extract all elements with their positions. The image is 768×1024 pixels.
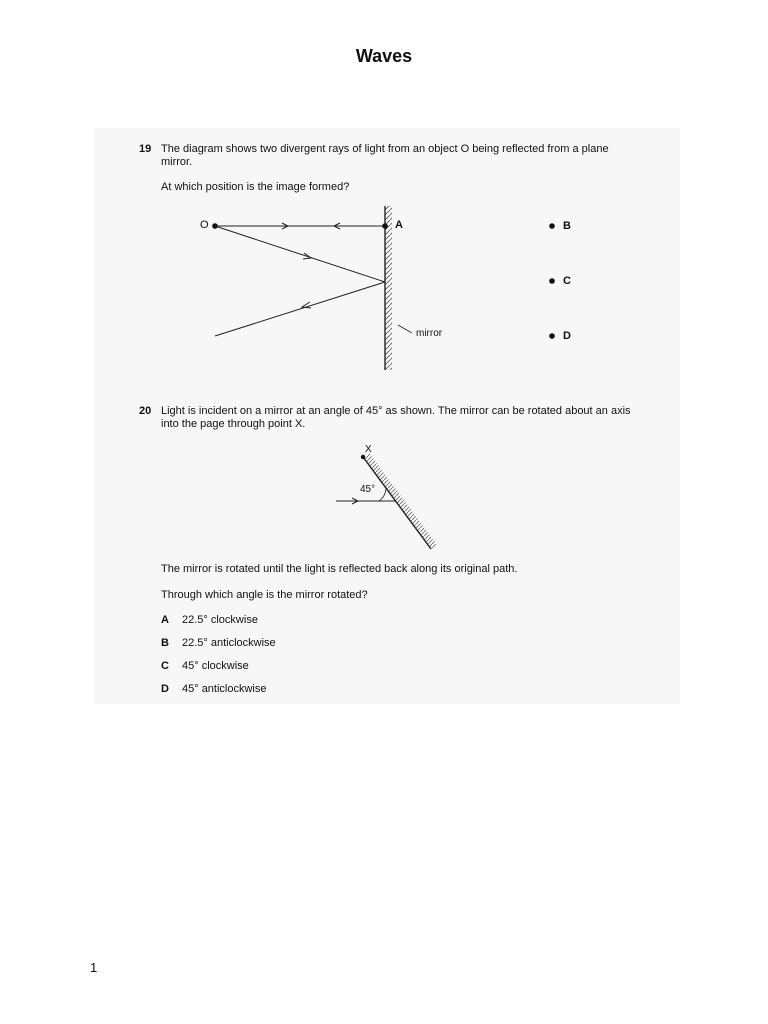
question-19-number: 19 — [139, 143, 152, 155]
option-c-text: 45° clockwise — [182, 660, 249, 672]
point-c-label: C — [563, 275, 571, 287]
question-19-text-line2: mirror. — [161, 156, 193, 168]
option-b-text: 22.5° anticlockwise — [182, 637, 276, 649]
angle-arc — [379, 487, 386, 501]
point-d-label: D — [563, 330, 571, 342]
mirror-label: mirror — [416, 328, 443, 339]
option-c-letter: C — [161, 660, 169, 672]
question-20-number: 20 — [139, 405, 152, 417]
object-label: O — [200, 219, 209, 231]
option-b-letter: B — [161, 637, 169, 649]
question-20-prompt: Through which angle is the mirror rotated? — [161, 589, 368, 601]
rotatable-mirror — [363, 457, 431, 549]
option-a-text: 22.5° clockwise — [182, 614, 258, 626]
page-number: 1 — [90, 960, 98, 975]
page-title: Waves — [355, 46, 413, 66]
question-19-text-line1: The diagram shows two divergent rays of light from an object O being reflected from a plane — [161, 143, 609, 155]
point-x-label: X — [365, 444, 372, 455]
angle-label: 45° — [360, 484, 376, 495]
option-a-letter: A — [161, 614, 169, 626]
question-19-prompt: At which position is the image formed? — [161, 181, 350, 193]
option-d-text: 45° anticlockwise — [182, 683, 267, 695]
option-d-letter: D — [161, 683, 169, 695]
question-20-text-line1: Light is incident on a mirror at an angle of 45° as shown. The mirror can be rotated about an axis — [161, 405, 631, 417]
point-a-label: A — [395, 219, 403, 231]
question-20-text-line2: into the page through point X. — [161, 418, 306, 430]
point-b-label: B — [563, 220, 571, 232]
question-20-statement: The mirror is rotated until the light is reflected back along its original path. — [161, 563, 518, 575]
